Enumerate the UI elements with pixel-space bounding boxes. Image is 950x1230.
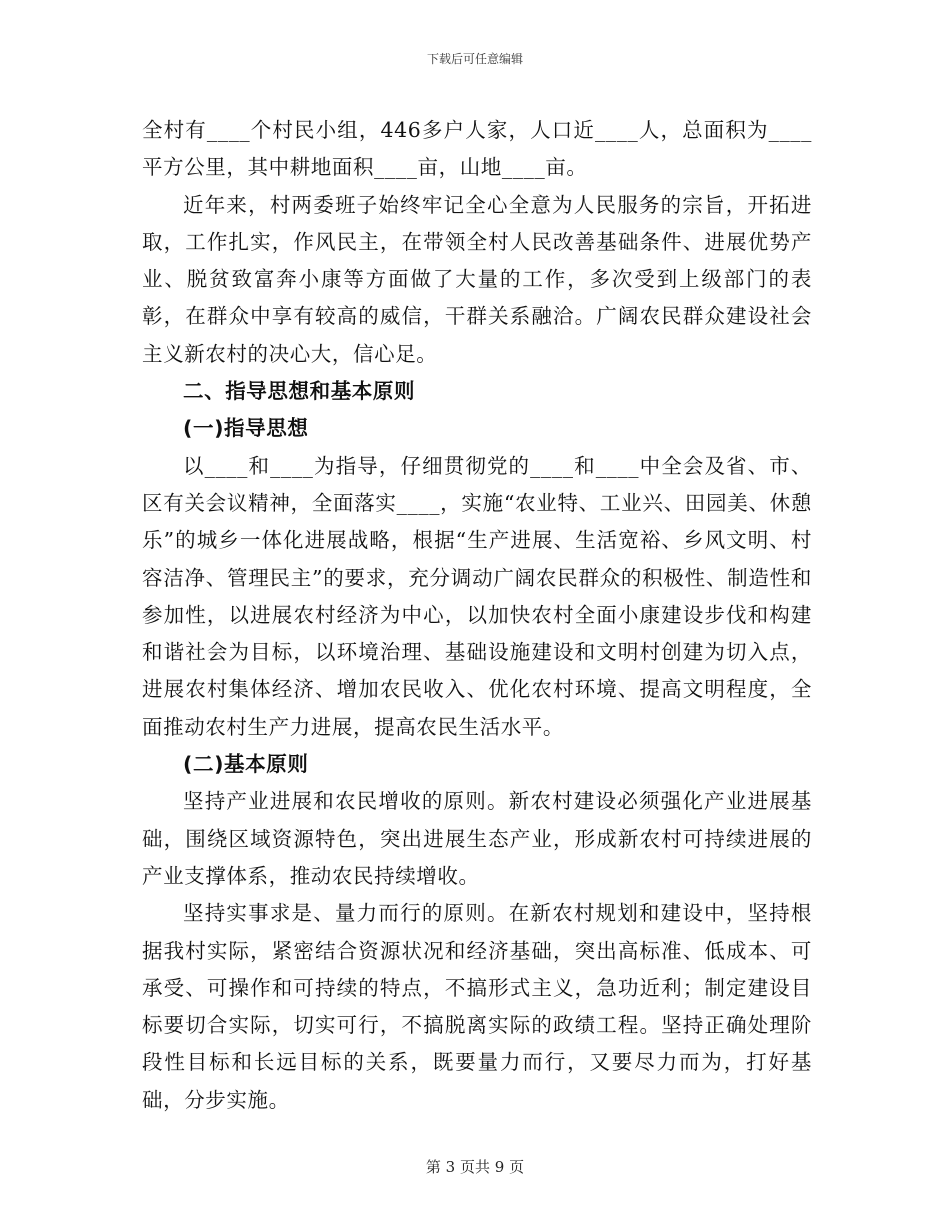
paragraph-village-overview: 全村有____个村民小组，446多户人家，人口近____人，总面积为____平方公里，其中耕地面积____亩，山地____亩。 (142, 118, 812, 180)
page-number: 第 3 页共 9 页 (425, 1158, 525, 1176)
paragraph-recent-years: 近年来，村两委班子始终牢记全心全意为人民服务的宗旨，开拓进取，工作扎实，作风民主，在带领全村人民改善基础条件、进展优势产业、脱贫致富奔小康等方面做了大量的工作，多次受到上级部门的表彰，在群众中享有较高的威信，干群关系融洽。广阔农民群众建设社会主义新农村的决心大，信心足。 (142, 192, 812, 366)
subheading-guiding-ideology: (一)指导思想 (183, 416, 309, 441)
page-header: 下载后可任意编辑 (426, 52, 523, 66)
paragraph-industry-principle: 坚持产业进展和农民增收的原则。新农村建设必须强化产业进展基础，围绕区域资源特色，突出进展生态产业，形成新农村可持续进展的产业支撑体系，推动农民持续增收。 (142, 789, 812, 888)
section-heading-guiding-principles: 二、指导思想和基本原则 (183, 379, 416, 404)
paragraph-guiding-ideology: 以____和____为指导，仔细贯彻党的____和____中全会及省、市、区有关会议精神，全面落实____，实施“农业特、工业兴、田园美、休憩乐”的城乡一体化进展战略，根据“生产进展、生活宽裕、乡风文明、村容洁净、管理民主”的要求，充分调动广阔农民群众的积极性、制造性和参加性，以进展农村经济为中心，以加快农村全面小康建设步伐和构建和谐社会为目标，以环境治理、基础设施建设和文明村创建为切入点，进展农村集体经济、增加农民收入、优化农村环境、提高文明程度，全面推动农村生产力进展，提高农民生活水平。 (142, 453, 812, 739)
paragraph-realism-principle: 坚持实事求是、量力而行的原则。在新农村规划和建设中，坚持根据我村实际，紧密结合资源状况和经济基础，突出高标准、低成本、可承受、可操作和可持续的特点，不搞形式主义，急功近利；制定建设目标要切合实际，切实可行，不搞脱离实际的政绩工程。坚持正确处理阶段性目标和长远目标的关系，既要量力而行，又要尽力而为，打好基础，分步实施。 (142, 901, 812, 1112)
document-body (142, 112, 812, 1119)
subheading-basic-principles: (二)基本原则 (183, 752, 309, 777)
